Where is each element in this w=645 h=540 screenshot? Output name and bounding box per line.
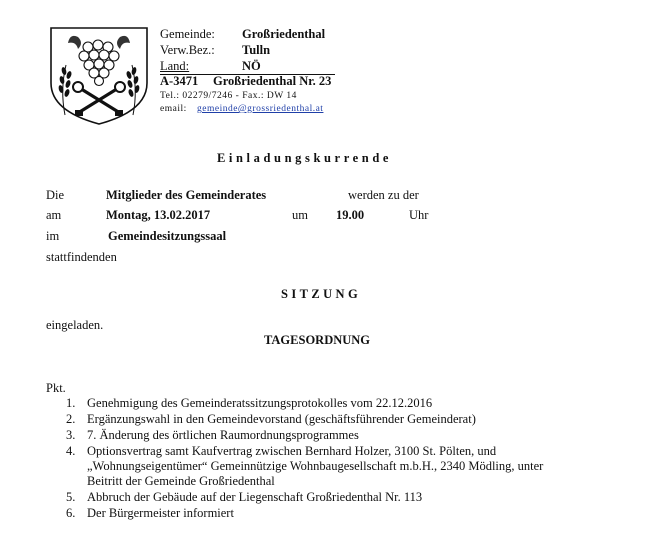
agenda-item-text: 7. Änderung des örtlichen Raumordnungsprogrammes [87,428,359,442]
address-street: Großriedenthal Nr. 23 [213,74,332,88]
agenda-number: 2. [66,412,76,426]
agenda-number: 3. [66,428,76,442]
agenda-item-text: Beitritt der Gemeinde Großriedenthal [87,474,275,488]
email-label: email: [160,104,187,114]
tagesordnung-heading: TAGESORDNUNG [264,333,371,347]
am-text: am [46,208,62,222]
agenda-number: 5. [66,490,76,504]
werden-text: werden zu der [348,188,419,202]
im-text: im [46,229,60,243]
agenda-item-text: Der Bürgermeister informiert [87,506,234,520]
gemeinde-label: Gemeinde: [160,27,215,41]
uhr-text: Uhr [409,208,429,222]
agenda-item-text: Abbruch der Gebäude auf der Liegenschaft Großriedenthal Nr. 113 [87,490,423,504]
address-postcode: A-3471 [160,74,199,88]
um-text: um [292,208,308,222]
land-value: NÖ [242,59,261,73]
agenda-item-text: Genehmigung des Gemeinderatssitzungsprotokolles vom 22.12.2016 [87,396,433,410]
agenda-number: 1. [66,396,76,410]
recipients: Mitglieder des Gemeinderates [106,188,267,202]
sitzung-heading: SITZUNG [281,287,362,301]
meeting-location: Gemeindesitzungssaal [108,229,227,243]
agenda-number: 4. [66,444,76,458]
bezirk-label: Verw.Bez.: [160,43,215,57]
pkt-label: Pkt. [46,381,66,395]
meeting-date: Montag, 13.02.2017 [106,208,211,222]
stattfindenden-text: stattfindenden [46,250,117,264]
phone-fax-line: Tel.: 02279/7246 - Fax.: DW 14 [160,91,297,101]
land-label: Land: [160,59,190,73]
agenda-item-text: Optionsvertrag samt Kaufvertrag zwischen Bernhard Holzer, 3100 St. Pölten, und [87,444,497,458]
agenda-number: 6. [66,506,76,520]
document-title: Einladungskurrende [217,151,393,165]
gemeinde-value: Großriedenthal [242,27,326,41]
bezirk-value: Tulln [242,43,271,57]
meeting-time: 19.00 [336,208,365,222]
agenda-item-text: Ergänzungswahl in den Gemeindevorstand (geschäftsführender Gemeinderat) [87,412,476,426]
die-text: Die [46,188,65,202]
agenda-item-text: „Wohnungseigentümer“ Gemeinnützige Wohnbaugesellschaft m.b.H., 2340 Mödling, unter [87,459,544,473]
email-link[interactable]: gemeinde@grossriedenthal.at [197,104,324,114]
eingeladen-text: eingeladen. [46,318,104,332]
coat-of-arms-emblem [48,25,150,126]
